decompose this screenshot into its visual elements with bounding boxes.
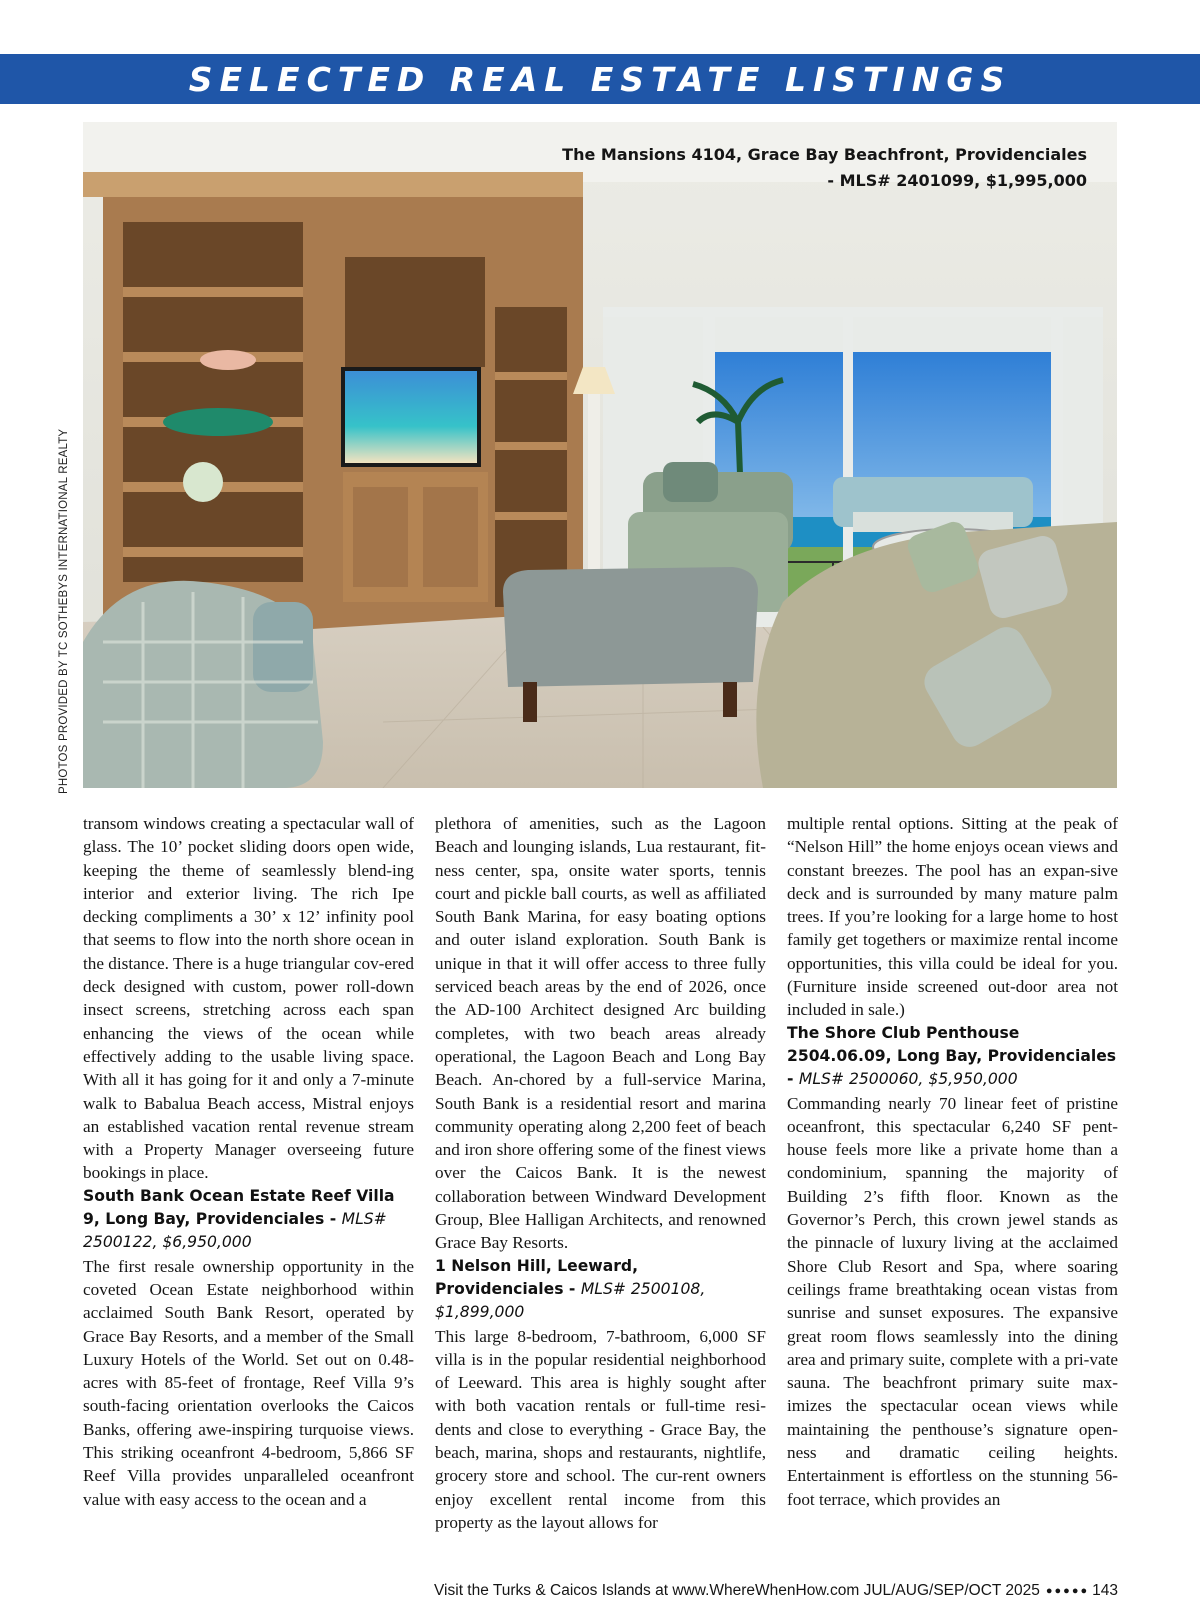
section-banner (0, 54, 1200, 104)
banner-title: SELECTED REAL ESTATE LISTINGS (188, 59, 1012, 99)
listing-heading-title: South Bank Ocean Estate Reef Villa 9, Long Bay, Providenciales - (83, 1186, 395, 1229)
listing-photo (83, 122, 1117, 788)
photo-caption-line1: The Mansions 4104, Grace Bay Beachfront, Providenciales (562, 145, 1087, 164)
listing-heading (435, 1255, 766, 1325)
listing-heading-mls: MLS# 2500122, $6,950,000 (83, 1210, 387, 1252)
listing-heading-title: The Shore Club Penthouse 2504.06.09, Long Bay, Providenciales - (787, 1023, 1117, 1089)
paragraph: transom windows creating a spectacular wall of glass. The 10’ pocket sliding doors open wide, keeping the theme of seamlessly blend-ing interior and exterior living. The rich Ipe decking compliments a 30’ x 12’ infinity pool that seems to flow into the north shore ocean in the distance. There is a huge triangular cov-ered deck designed with custom, power roll-down insect screens, stretching across each span enhancing the views of the ocean while effectively adding to the usable living space. With all it has going for it and only a 7-minute walk to Babalua Beach access, Mistral enjoys an established vacation rental revenue stream with a Property Manager overseeing future bookings in place. (83, 814, 414, 1183)
photo-caption (527, 142, 1087, 194)
living-room-illustration (83, 122, 1117, 788)
photo-caption-line2: - MLS# 2401099, $1,995,000 (827, 171, 1087, 190)
article-column-2 (435, 812, 766, 1532)
listing-heading (787, 1022, 1118, 1092)
paragraph: multiple rental options. Sitting at the peak of “Nelson Hill” the home enjoys ocean views and constant breezes. The pool has an expan-sive deck and is surrounded by many mature palm trees. If you’re looking for a large home to host family get togethers or maximize rental income opportunities, this villa could be ideal for you. (Furniture inside screened out-door area not included in sale.) (787, 814, 1118, 1020)
photo-credit-text: PHOTOS PROVIDED BY TC SOTHEBYS INTERNATIONAL REALTY (58, 428, 70, 794)
article-columns (83, 812, 1118, 1532)
footer-dots: ●●●●● (1045, 1585, 1090, 1597)
listing-heading-title: 1 Nelson Hill, Leeward, Providenciales - (435, 1256, 639, 1298)
paragraph: This large 8-bedroom, 7-bathroom, 6,000 SF villa is in the popular residential neighborhood of Leeward. This area is highly sought after with both vacation rentals or full-time resi-dents and close to everything - Grace Bay, the beach, marina, shops and restaurants, nightlife, grocery store and school. The cur-rent owners enjoy excellent rental income from this property as the layout allows for (435, 1326, 766, 1532)
footer-text: Visit the Turks & Caicos Islands at www.WhereWhenHow.com JUL/AUG/SEP/OCT 2025 (434, 1582, 1040, 1599)
listing-heading-mls: MLS# 2500060, $5,950,000 (798, 1070, 1018, 1089)
page-footer (434, 1582, 1118, 1600)
listing-heading (83, 1185, 414, 1255)
page-number: 143 (1092, 1582, 1118, 1599)
paragraph: plethora of amenities, such as the Lagoon Beach and lounging islands, Lua restaurant, fit-ness center, spa, onsite water sports, tennis court and pickle ball courts, as well as affiliated South Bank Marina, for easy boating options and outer island exploration. South Bank is unique in that it will offer access to three fully serviced beach areas by the end of 2026, once the AD-100 Architect designed Arc building completes, with two beach areas already operational, the Lagoon Beach and Long Bay Beach. An-chored by a full-service Marina, South Bank is a residential resort and marina community operating along 2,200 feet of beach and iron shore offering some of the finest views over the Caicos Bank. It is the newest collaboration between Windward Development Group, Blee Halligan Architects, and renowned Grace Bay Resorts. (435, 814, 766, 1253)
article-column-3 (787, 812, 1118, 1512)
article-column-1 (83, 812, 414, 1512)
paragraph: The first resale ownership opportunity in the coveted Ocean Estate neighborhood within acclaimed South Bank Resort, operated by Grace Bay Resorts, and a member of the Small Luxury Hotels of the World. Set out on 0.48-acres with 85-feet of frontage, Reef Villa 9’s south-facing orientation overlooks the Caicos Banks, offering awe-inspiring turquoise views. This striking oceanfront 4-bedroom, 5,866 SF Reef Villa provides unparalleled oceanfront value with easy access to the ocean and a (83, 1256, 414, 1509)
paragraph: Commanding nearly 70 linear feet of pristine oceanfront, this spectacular 6,240 SF pent-house feels more like a private home than a condominium, spanning the majority of Building 2’s fifth floor. Known as the Governor’s Perch, this crown jewel stands as the pinnacle of luxury living at the acclaimed Shore Club Resort and Spa, where soaring ceilings frame breathtaking ocean vistas from sunrise and sunset exposures. The expansive great room flows seamlessly into the dining area and primary suite, complete with a pri-vate sauna. The beachfront primary suite max-imizes the spectacular ocean views while maintaining the penthouse’s signature open-ness and dramatic ceiling heights. Entertainment is effortless on the stunning 56-foot terrace, which provides an (787, 1093, 1118, 1509)
listing-heading-mls: MLS# 2500108, $1,899,000 (435, 1279, 706, 1322)
